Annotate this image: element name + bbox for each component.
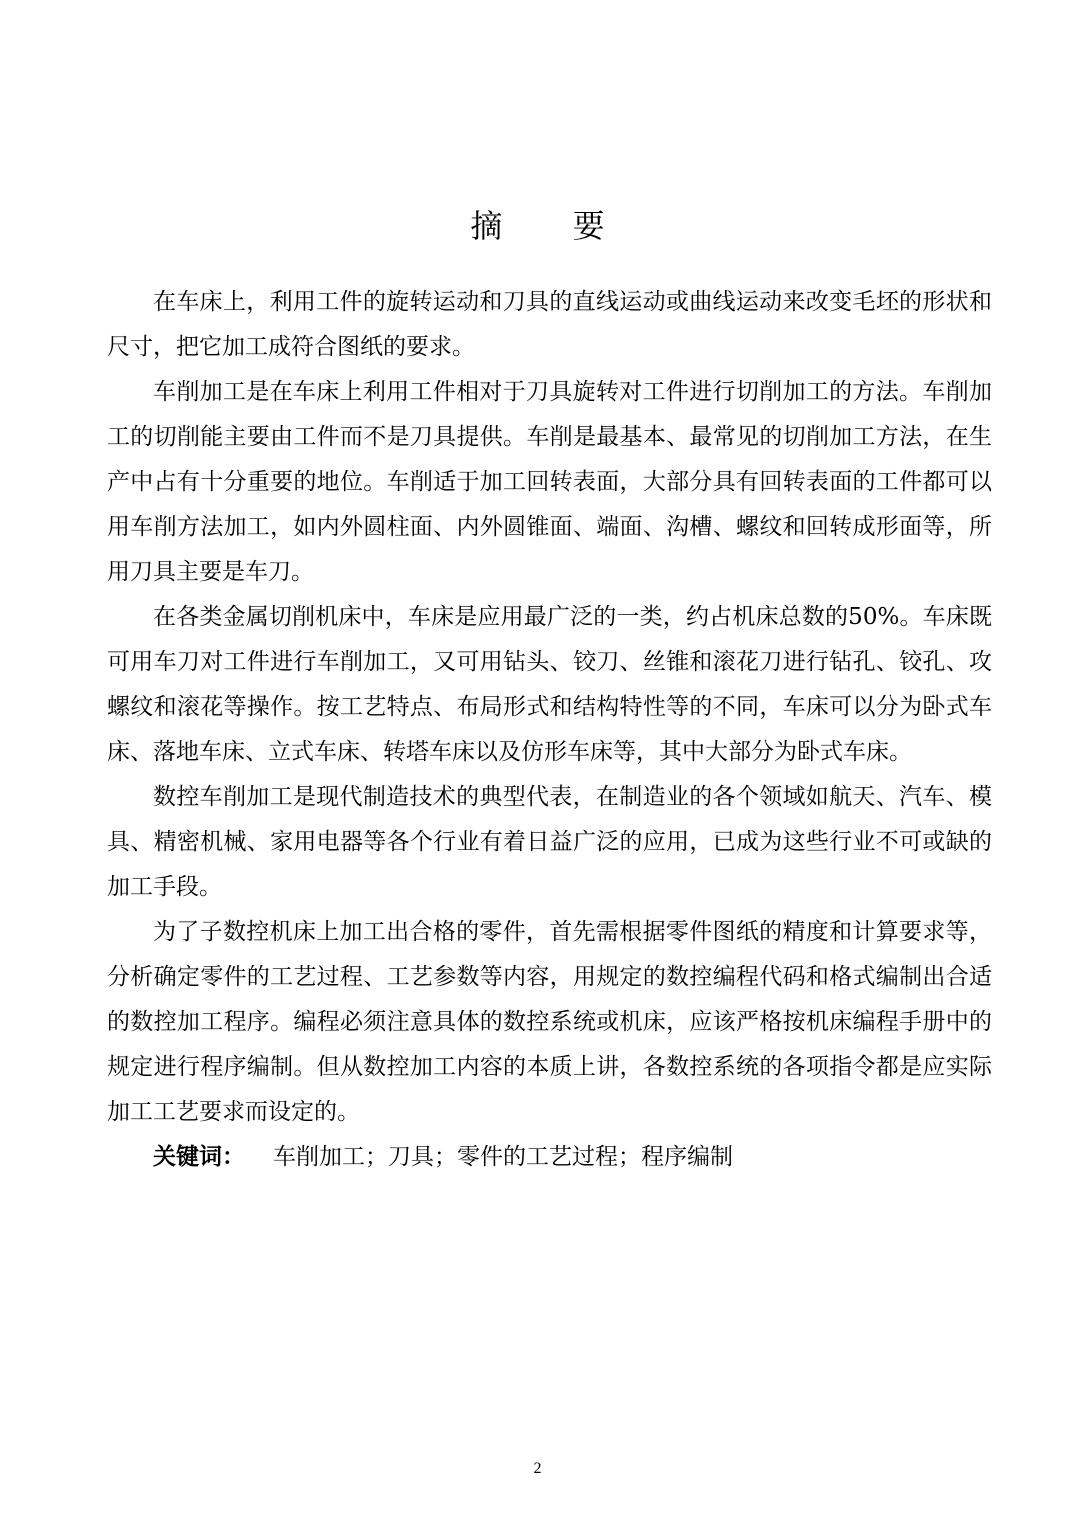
keywords-label: 关键词： <box>153 1144 245 1170</box>
keywords-text: 车削加工；刀具；零件的工艺过程；程序编制 <box>273 1144 733 1170</box>
keywords-line <box>107 1135 992 1180</box>
abstract-paragraph-1: 在车床上，利用工件的旋转运动和刀具的直线运动或曲线运动来改变毛坯的形状和尺寸，把它加工成符合图纸的要求。 <box>107 289 992 360</box>
page-title: 摘 要 <box>470 207 635 245</box>
abstract-body <box>107 280 992 1180</box>
page-number: 2 <box>533 1460 542 1477</box>
abstract-paragraph-2: 车削加工是在车床上利用工件相对于刀具旋转对工件进行切削加工的方法。车削加工的切削能主要由工件而不是刀具提供。车削是最基本、最常见的切削加工方法，在生产中占有十分重要的地位。车削适于加工回转表面，大部分具有回转表面的工件都可以用车削方法加工，如内外圆柱面、内外圆锥面、端面、沟槽、螺纹和回转成形面等，所用刀具主要是车刀。 <box>107 379 992 585</box>
abstract-paragraph-3: 在各类金属切削机床中，车床是应用最广泛的一类，约占机床总数的50%。车床既可用车刀对工件进行车削加工，又可用钻头、铰刀、丝锥和滚花刀进行钻孔、铰孔、攻螺纹和滚花等操作。按工艺特点、布局形式和结构特性等的不同，车床可以分为卧式车床、落地车床、立式车床、转塔车床以及仿形车床等，其中大部分为卧式车床。 <box>107 604 992 765</box>
abstract-paragraph-4: 数控车削加工是现代制造技术的典型代表，在制造业的各个领域如航天、汽车、模具、精密机械、家用电器等各个行业有着日益广泛的应用，已成为这些行业不可或缺的加工手段。 <box>107 784 992 900</box>
abstract-paragraph-5: 为了子数控机床上加工出合格的零件，首先需根据零件图纸的精度和计算要求等，分析确定零件的工艺过程、工艺参数等内容，用规定的数控编程代码和格式编制出合适的数控加工程序。编程必须注意具体的数控系统或机床，应该严格按机床编程手册中的规定进行程序编制。但从数控加工内容的本质上讲，各数控系统的各项指令都是应实际加工工艺要求而设定的。 <box>107 919 992 1125</box>
